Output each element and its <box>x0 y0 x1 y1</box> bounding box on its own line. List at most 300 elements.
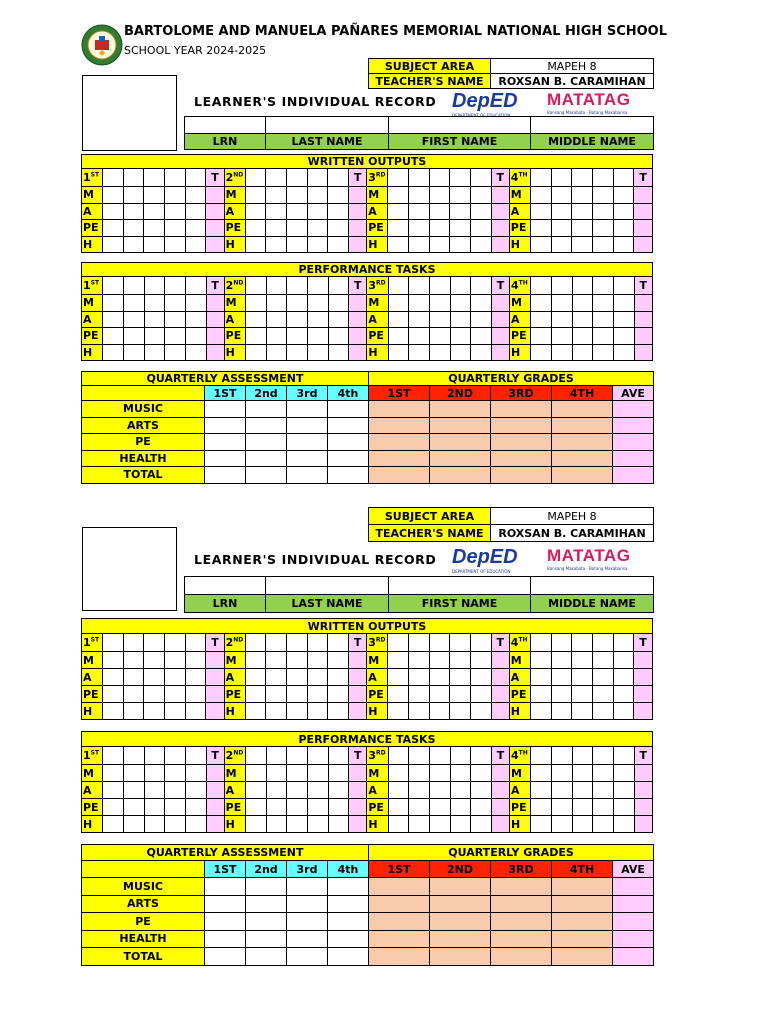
score-cell[interactable] <box>429 765 450 782</box>
score-cell[interactable] <box>470 220 491 237</box>
score-cell[interactable] <box>551 669 572 686</box>
score-cell[interactable] <box>388 799 409 816</box>
score-cell[interactable] <box>144 236 165 253</box>
score-cell[interactable] <box>266 295 287 312</box>
total-cell[interactable] <box>634 799 652 816</box>
assessment-cell[interactable] <box>205 434 246 451</box>
score-cell[interactable] <box>328 799 349 816</box>
score-cell[interactable] <box>450 169 471 187</box>
score-cell[interactable] <box>144 311 165 328</box>
score-cell[interactable] <box>572 277 593 295</box>
score-cell[interactable] <box>266 169 287 187</box>
score-cell[interactable] <box>245 634 266 652</box>
score-cell[interactable] <box>185 236 206 253</box>
score-cell[interactable] <box>165 295 186 312</box>
score-cell[interactable] <box>429 816 450 833</box>
score-cell[interactable] <box>592 652 613 669</box>
score-cell[interactable] <box>450 799 471 816</box>
score-cell[interactable] <box>287 344 308 361</box>
grade-cell[interactable] <box>491 878 552 896</box>
score-cell[interactable] <box>388 187 409 204</box>
score-cell[interactable] <box>531 311 552 328</box>
total-cell[interactable] <box>491 220 509 237</box>
score-cell[interactable] <box>185 816 206 833</box>
total-cell[interactable] <box>491 295 509 312</box>
score-cell[interactable] <box>245 799 266 816</box>
score-cell[interactable] <box>287 236 308 253</box>
score-cell[interactable] <box>530 703 551 720</box>
score-cell[interactable] <box>409 747 430 765</box>
score-cell[interactable] <box>429 203 450 220</box>
total-cell[interactable] <box>491 703 509 720</box>
score-cell[interactable] <box>409 703 430 720</box>
total-cell[interactable] <box>206 686 224 703</box>
score-cell[interactable] <box>572 634 593 652</box>
score-cell[interactable] <box>429 277 450 295</box>
score-cell[interactable] <box>551 328 572 345</box>
score-cell[interactable] <box>470 703 491 720</box>
score-cell[interactable] <box>144 703 165 720</box>
score-cell[interactable] <box>307 187 328 204</box>
grade-cell[interactable] <box>491 417 552 434</box>
score-cell[interactable] <box>245 203 266 220</box>
score-cell[interactable] <box>429 669 450 686</box>
score-cell[interactable] <box>613 236 634 253</box>
score-cell[interactable] <box>531 816 552 833</box>
total-cell[interactable] <box>206 220 224 237</box>
score-cell[interactable] <box>287 799 308 816</box>
total-cell[interactable] <box>491 669 509 686</box>
score-cell[interactable] <box>103 703 124 720</box>
assessment-cell[interactable] <box>205 401 246 418</box>
grade-cell[interactable] <box>430 930 491 948</box>
score-cell[interactable] <box>144 799 165 816</box>
score-cell[interactable] <box>551 652 572 669</box>
score-cell[interactable] <box>144 634 165 652</box>
score-cell[interactable] <box>471 782 492 799</box>
score-cell[interactable] <box>572 220 593 237</box>
score-cell[interactable] <box>103 236 124 253</box>
score-cell[interactable] <box>245 782 266 799</box>
total-cell[interactable] <box>491 236 509 253</box>
score-cell[interactable] <box>572 816 593 833</box>
score-cell[interactable] <box>185 765 206 782</box>
grade-cell[interactable] <box>430 878 491 896</box>
score-cell[interactable] <box>103 686 124 703</box>
score-cell[interactable] <box>572 765 593 782</box>
score-cell[interactable] <box>103 277 124 295</box>
total-cell[interactable] <box>206 187 224 204</box>
score-cell[interactable] <box>470 236 491 253</box>
assessment-cell[interactable] <box>287 895 328 913</box>
score-cell[interactable] <box>531 747 552 765</box>
score-cell[interactable] <box>287 295 308 312</box>
total-cell[interactable] <box>206 782 224 799</box>
score-cell[interactable] <box>144 765 165 782</box>
score-cell[interactable] <box>307 328 328 345</box>
total-cell[interactable] <box>349 703 367 720</box>
score-cell[interactable] <box>592 169 613 187</box>
score-cell[interactable] <box>530 236 551 253</box>
score-cell[interactable] <box>450 344 471 361</box>
score-cell[interactable] <box>245 220 266 237</box>
average-cell[interactable] <box>613 913 654 931</box>
average-cell[interactable] <box>613 467 654 484</box>
assessment-cell[interactable] <box>246 467 287 484</box>
score-cell[interactable] <box>388 236 409 253</box>
score-cell[interactable] <box>103 220 124 237</box>
score-cell[interactable] <box>450 634 471 652</box>
total-cell[interactable] <box>349 236 367 253</box>
score-cell[interactable] <box>287 686 308 703</box>
score-cell[interactable] <box>165 703 186 720</box>
score-cell[interactable] <box>388 686 409 703</box>
score-cell[interactable] <box>551 703 572 720</box>
assessment-cell[interactable] <box>328 434 369 451</box>
score-cell[interactable] <box>409 634 430 652</box>
score-cell[interactable] <box>266 187 287 204</box>
score-cell[interactable] <box>531 295 552 312</box>
score-cell[interactable] <box>471 295 492 312</box>
score-cell[interactable] <box>123 236 144 253</box>
score-cell[interactable] <box>530 686 551 703</box>
score-cell[interactable] <box>307 747 328 765</box>
score-cell[interactable] <box>287 169 308 187</box>
score-cell[interactable] <box>103 782 124 799</box>
score-cell[interactable] <box>450 277 471 295</box>
score-cell[interactable] <box>429 799 450 816</box>
score-cell[interactable] <box>328 344 349 361</box>
score-cell[interactable] <box>471 765 492 782</box>
score-cell[interactable] <box>245 765 266 782</box>
score-cell[interactable] <box>613 669 634 686</box>
score-cell[interactable] <box>185 344 206 361</box>
score-cell[interactable] <box>165 169 186 187</box>
total-cell[interactable] <box>634 703 653 720</box>
assessment-cell[interactable] <box>205 930 246 948</box>
score-cell[interactable] <box>409 236 430 253</box>
score-cell[interactable] <box>572 169 593 187</box>
score-cell[interactable] <box>103 747 124 765</box>
score-cell[interactable] <box>409 169 430 187</box>
assessment-cell[interactable] <box>328 467 369 484</box>
score-cell[interactable] <box>409 295 430 312</box>
grade-cell[interactable] <box>552 948 613 966</box>
score-cell[interactable] <box>450 669 471 686</box>
total-cell[interactable] <box>491 344 509 361</box>
score-cell[interactable] <box>470 634 491 652</box>
score-cell[interactable] <box>388 816 409 833</box>
score-cell[interactable] <box>409 277 430 295</box>
score-cell[interactable] <box>103 765 124 782</box>
score-cell[interactable] <box>593 277 614 295</box>
score-cell[interactable] <box>245 277 266 295</box>
score-cell[interactable] <box>388 782 409 799</box>
score-cell[interactable] <box>123 816 144 833</box>
score-cell[interactable] <box>144 686 165 703</box>
score-cell[interactable] <box>144 295 165 312</box>
grade-cell[interactable] <box>552 434 613 451</box>
grade-cell[interactable] <box>430 434 491 451</box>
total-cell[interactable] <box>349 311 367 328</box>
grade-cell[interactable] <box>430 417 491 434</box>
score-cell[interactable] <box>123 203 144 220</box>
score-cell[interactable] <box>572 328 593 345</box>
grade-cell[interactable] <box>369 434 430 451</box>
score-cell[interactable] <box>307 311 328 328</box>
score-cell[interactable] <box>266 311 287 328</box>
grade-cell[interactable] <box>430 948 491 966</box>
grade-cell[interactable] <box>491 948 552 966</box>
score-cell[interactable] <box>165 765 186 782</box>
score-cell[interactable] <box>530 669 551 686</box>
assessment-cell[interactable] <box>287 434 328 451</box>
grade-cell[interactable] <box>552 450 613 467</box>
total-cell[interactable] <box>206 669 224 686</box>
score-cell[interactable] <box>613 187 634 204</box>
total-cell[interactable] <box>491 782 509 799</box>
score-cell[interactable] <box>103 328 124 345</box>
score-cell[interactable] <box>409 782 430 799</box>
score-cell[interactable] <box>328 328 349 345</box>
score-cell[interactable] <box>593 747 614 765</box>
total-cell[interactable] <box>206 311 224 328</box>
assessment-cell[interactable] <box>328 930 369 948</box>
score-cell[interactable] <box>471 747 492 765</box>
score-cell[interactable] <box>613 220 634 237</box>
score-cell[interactable] <box>185 203 206 220</box>
score-cell[interactable] <box>471 328 492 345</box>
score-cell[interactable] <box>572 782 593 799</box>
total-cell[interactable] <box>349 187 367 204</box>
score-cell[interactable] <box>287 220 308 237</box>
score-cell[interactable] <box>123 652 144 669</box>
score-cell[interactable] <box>429 295 450 312</box>
score-cell[interactable] <box>551 816 572 833</box>
grade-cell[interactable] <box>552 467 613 484</box>
grade-cell[interactable] <box>430 401 491 418</box>
score-cell[interactable] <box>613 686 634 703</box>
score-cell[interactable] <box>307 220 328 237</box>
assessment-cell[interactable] <box>328 948 369 966</box>
score-cell[interactable] <box>165 799 186 816</box>
score-cell[interactable] <box>613 652 634 669</box>
score-cell[interactable] <box>123 328 144 345</box>
score-cell[interactable] <box>266 703 287 720</box>
total-cell[interactable] <box>634 816 652 833</box>
score-cell[interactable] <box>123 686 144 703</box>
score-cell[interactable] <box>307 782 328 799</box>
score-cell[interactable] <box>572 686 593 703</box>
score-cell[interactable] <box>429 747 450 765</box>
score-cell[interactable] <box>592 220 613 237</box>
average-cell[interactable] <box>613 948 654 966</box>
score-cell[interactable] <box>429 652 450 669</box>
score-cell[interactable] <box>551 220 572 237</box>
total-cell[interactable] <box>634 344 652 361</box>
average-cell[interactable] <box>613 878 654 896</box>
score-cell[interactable] <box>266 328 287 345</box>
score-cell[interactable] <box>471 799 492 816</box>
score-cell[interactable] <box>307 344 328 361</box>
score-cell[interactable] <box>266 816 287 833</box>
score-cell[interactable] <box>530 634 551 652</box>
score-cell[interactable] <box>103 344 124 361</box>
score-cell[interactable] <box>307 686 328 703</box>
score-cell[interactable] <box>245 169 266 187</box>
score-cell[interactable] <box>470 652 491 669</box>
score-cell[interactable] <box>429 236 450 253</box>
total-cell[interactable] <box>491 203 509 220</box>
assessment-cell[interactable] <box>287 878 328 896</box>
score-cell[interactable] <box>123 799 144 816</box>
score-cell[interactable] <box>572 799 593 816</box>
score-cell[interactable] <box>470 187 491 204</box>
score-cell[interactable] <box>165 634 186 652</box>
total-cell[interactable] <box>491 328 509 345</box>
grade-cell[interactable] <box>491 913 552 931</box>
score-cell[interactable] <box>470 203 491 220</box>
score-cell[interactable] <box>266 782 287 799</box>
grade-cell[interactable] <box>369 417 430 434</box>
score-cell[interactable] <box>409 220 430 237</box>
score-cell[interactable] <box>409 311 430 328</box>
score-cell[interactable] <box>287 277 308 295</box>
score-cell[interactable] <box>266 220 287 237</box>
score-cell[interactable] <box>123 765 144 782</box>
total-cell[interactable] <box>491 187 509 204</box>
score-cell[interactable] <box>613 169 634 187</box>
score-cell[interactable] <box>328 236 349 253</box>
score-cell[interactable] <box>613 295 634 312</box>
score-cell[interactable] <box>144 816 165 833</box>
total-cell[interactable] <box>206 328 224 345</box>
score-cell[interactable] <box>307 634 328 652</box>
score-cell[interactable] <box>287 652 308 669</box>
score-cell[interactable] <box>429 169 450 187</box>
score-cell[interactable] <box>551 203 572 220</box>
score-cell[interactable] <box>307 295 328 312</box>
score-cell[interactable] <box>450 782 471 799</box>
grade-cell[interactable] <box>369 913 430 931</box>
assessment-cell[interactable] <box>287 930 328 948</box>
score-cell[interactable] <box>307 236 328 253</box>
score-cell[interactable] <box>328 782 349 799</box>
score-cell[interactable] <box>531 765 552 782</box>
grade-cell[interactable] <box>369 450 430 467</box>
score-cell[interactable] <box>429 686 450 703</box>
score-cell[interactable] <box>592 187 613 204</box>
average-cell[interactable] <box>613 895 654 913</box>
score-cell[interactable] <box>450 747 471 765</box>
score-cell[interactable] <box>123 782 144 799</box>
score-cell[interactable] <box>287 782 308 799</box>
assessment-cell[interactable] <box>287 913 328 931</box>
total-cell[interactable] <box>349 344 367 361</box>
score-cell[interactable] <box>245 686 266 703</box>
score-cell[interactable] <box>450 816 471 833</box>
score-cell[interactable] <box>388 169 409 187</box>
assessment-cell[interactable] <box>205 467 246 484</box>
score-cell[interactable] <box>165 782 186 799</box>
score-cell[interactable] <box>185 277 206 295</box>
score-cell[interactable] <box>185 652 206 669</box>
score-cell[interactable] <box>287 328 308 345</box>
total-cell[interactable] <box>206 344 224 361</box>
assessment-cell[interactable] <box>205 948 246 966</box>
score-cell[interactable] <box>307 277 328 295</box>
score-cell[interactable] <box>613 799 634 816</box>
score-cell[interactable] <box>328 634 349 652</box>
score-cell[interactable] <box>165 669 186 686</box>
score-cell[interactable] <box>409 652 430 669</box>
score-cell[interactable] <box>266 277 287 295</box>
total-cell[interactable] <box>634 765 652 782</box>
score-cell[interactable] <box>103 799 124 816</box>
assessment-cell[interactable] <box>246 401 287 418</box>
score-cell[interactable] <box>144 328 165 345</box>
score-cell[interactable] <box>531 328 552 345</box>
score-cell[interactable] <box>409 669 430 686</box>
score-cell[interactable] <box>471 277 492 295</box>
score-cell[interactable] <box>103 295 124 312</box>
score-cell[interactable] <box>388 311 409 328</box>
total-cell[interactable] <box>349 816 367 833</box>
score-cell[interactable] <box>123 220 144 237</box>
score-cell[interactable] <box>388 634 409 652</box>
score-cell[interactable] <box>328 169 349 187</box>
score-cell[interactable] <box>429 187 450 204</box>
assessment-cell[interactable] <box>287 948 328 966</box>
score-cell[interactable] <box>144 220 165 237</box>
score-cell[interactable] <box>409 344 430 361</box>
score-cell[interactable] <box>613 782 634 799</box>
score-cell[interactable] <box>450 203 471 220</box>
score-cell[interactable] <box>551 747 572 765</box>
score-cell[interactable] <box>328 652 349 669</box>
assessment-cell[interactable] <box>246 878 287 896</box>
total-cell[interactable] <box>491 311 509 328</box>
score-cell[interactable] <box>144 669 165 686</box>
score-cell[interactable] <box>165 311 186 328</box>
score-cell[interactable] <box>328 311 349 328</box>
score-cell[interactable] <box>388 703 409 720</box>
score-cell[interactable] <box>450 328 471 345</box>
score-cell[interactable] <box>613 328 634 345</box>
total-cell[interactable] <box>206 799 224 816</box>
score-cell[interactable] <box>287 311 308 328</box>
score-cell[interactable] <box>307 816 328 833</box>
score-cell[interactable] <box>530 187 551 204</box>
score-cell[interactable] <box>103 816 124 833</box>
score-cell[interactable] <box>103 634 124 652</box>
score-cell[interactable] <box>551 344 572 361</box>
score-cell[interactable] <box>328 703 349 720</box>
assessment-cell[interactable] <box>246 417 287 434</box>
average-cell[interactable] <box>613 450 654 467</box>
score-cell[interactable] <box>450 295 471 312</box>
total-cell[interactable] <box>634 187 653 204</box>
score-cell[interactable] <box>572 652 593 669</box>
score-cell[interactable] <box>429 703 450 720</box>
score-cell[interactable] <box>551 277 572 295</box>
score-cell[interactable] <box>185 220 206 237</box>
grade-cell[interactable] <box>552 930 613 948</box>
assessment-cell[interactable] <box>328 878 369 896</box>
score-cell[interactable] <box>388 328 409 345</box>
score-cell[interactable] <box>551 634 572 652</box>
total-cell[interactable] <box>634 203 653 220</box>
